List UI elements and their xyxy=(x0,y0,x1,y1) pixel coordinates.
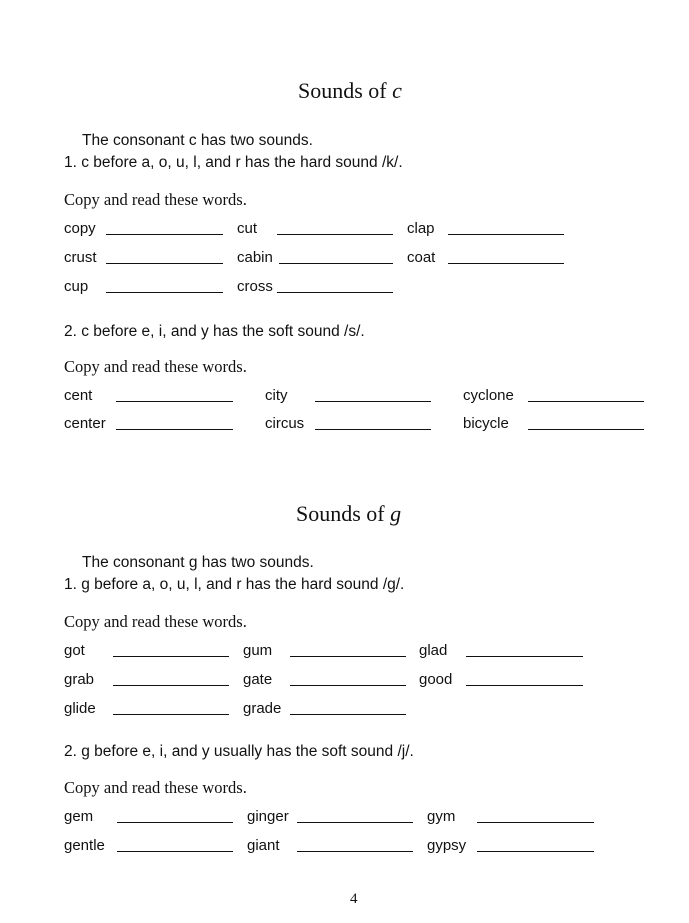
word-label: glad xyxy=(419,642,448,659)
answer-line[interactable] xyxy=(448,234,564,235)
section-c-copy-instruction-2: Copy and read these words. xyxy=(64,357,247,376)
answer-line[interactable] xyxy=(297,851,413,852)
word-label: coat xyxy=(407,249,436,266)
word-label: gem xyxy=(64,808,94,825)
word-label: gym xyxy=(427,808,456,825)
section-c-intro: The consonant c has two sounds. xyxy=(82,132,313,149)
word-label: cabin xyxy=(237,249,273,266)
word-label: ginger xyxy=(247,808,289,825)
word-label: grade xyxy=(243,700,282,717)
word-label: got xyxy=(64,642,85,659)
answer-line[interactable] xyxy=(528,429,644,430)
word-label: grab xyxy=(64,671,95,688)
word-label: crust xyxy=(64,249,97,266)
page-number: 4 xyxy=(350,891,358,907)
word-label: gentle xyxy=(64,837,105,854)
answer-line[interactable] xyxy=(477,822,594,823)
answer-line[interactable] xyxy=(117,822,233,823)
answer-line[interactable] xyxy=(106,292,223,293)
word-label: center xyxy=(64,415,106,432)
word-label: circus xyxy=(265,415,305,432)
section-c-rule-2: 2. c before e, i, and y has the soft sound /s/. xyxy=(64,323,365,340)
answer-line[interactable] xyxy=(466,685,583,686)
answer-line[interactable] xyxy=(290,656,406,657)
word-label: good xyxy=(419,671,453,688)
answer-line[interactable] xyxy=(106,263,223,264)
answer-line[interactable] xyxy=(315,429,431,430)
answer-line[interactable] xyxy=(466,656,583,657)
word-label: cross xyxy=(237,278,273,295)
answer-line[interactable] xyxy=(113,656,229,657)
answer-line[interactable] xyxy=(315,401,431,402)
word-label: gate xyxy=(243,671,273,688)
word-label: cut xyxy=(237,220,258,237)
answer-line[interactable] xyxy=(116,429,233,430)
answer-line[interactable] xyxy=(116,401,233,402)
answer-line[interactable] xyxy=(290,714,406,715)
word-label: gypsy xyxy=(427,837,467,854)
word-label: gum xyxy=(243,642,273,659)
section-g-title: Sounds of g xyxy=(296,501,402,526)
answer-line[interactable] xyxy=(297,822,413,823)
word-label: copy xyxy=(64,220,96,237)
answer-line[interactable] xyxy=(113,685,229,686)
answer-line[interactable] xyxy=(277,234,393,235)
section-c-title: Sounds of c xyxy=(298,78,402,103)
answer-line[interactable] xyxy=(279,263,393,264)
word-label: glide xyxy=(64,700,96,717)
answer-line[interactable] xyxy=(277,292,393,293)
section-c-copy-instruction-1: Copy and read these words. xyxy=(64,190,247,209)
section-g-intro: The consonant g has two sounds. xyxy=(82,554,314,571)
word-label: cup xyxy=(64,278,89,295)
word-label: bicycle xyxy=(463,415,509,432)
word-label: giant xyxy=(247,837,280,854)
section-c-rule-1: 1. c before a, o, u, l, and r has the hard sound /k/. xyxy=(64,154,403,171)
section-g-copy-instruction-1: Copy and read these words. xyxy=(64,612,247,631)
answer-line[interactable] xyxy=(477,851,594,852)
answer-line[interactable] xyxy=(528,401,644,402)
section-g-rule-2: 2. g before e, i, and y usually has the soft sound /j/. xyxy=(64,743,414,760)
section-g-rule-1: 1. g before a, o, u, l, and r has the hard sound /g/. xyxy=(64,576,405,593)
word-label: clap xyxy=(407,220,435,237)
word-label: cyclone xyxy=(463,387,514,404)
answer-line[interactable] xyxy=(106,234,223,235)
word-label: cent xyxy=(64,387,93,404)
word-label: city xyxy=(265,387,288,404)
answer-line[interactable] xyxy=(113,714,229,715)
section-g-copy-instruction-2: Copy and read these words. xyxy=(64,778,247,797)
answer-line[interactable] xyxy=(448,263,564,264)
answer-line[interactable] xyxy=(290,685,406,686)
answer-line[interactable] xyxy=(117,851,233,852)
